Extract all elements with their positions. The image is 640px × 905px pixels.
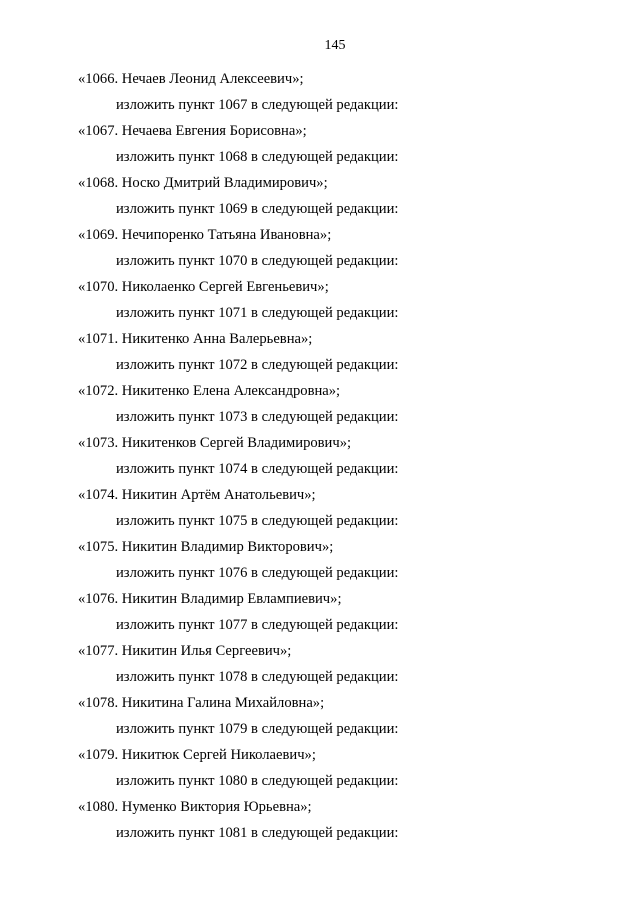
list-entry: «1077. Никитин Илья Сергеевич»; (78, 643, 292, 659)
amendment-instruction: изложить пункт 1081 в следующей редакции: (116, 825, 399, 841)
amendment-instruction: изложить пункт 1076 в следующей редакции: (116, 565, 399, 581)
amendment-instruction: изложить пункт 1067 в следующей редакции: (116, 97, 399, 113)
amendment-instruction: изложить пункт 1077 в следующей редакции: (116, 617, 399, 633)
list-entry: «1076. Никитин Владимир Евлампиевич»; (78, 591, 342, 607)
list-entry: «1070. Николаенко Сергей Евгеньевич»; (78, 279, 329, 295)
list-entry: «1067. Нечаева Евгения Борисовна»; (78, 123, 307, 139)
document-body (0, 66, 640, 846)
list-entry: «1066. Нечаев Леонид Алексеевич»; (78, 71, 304, 87)
amendment-instruction: изложить пункт 1075 в следующей редакции: (116, 513, 399, 529)
amendment-instruction: изложить пункт 1070 в следующей редакции: (116, 253, 399, 269)
list-entry: «1074. Никитин Артём Анатольевич»; (78, 487, 316, 503)
list-entry: «1069. Нечипоренко Татьяна Ивановна»; (78, 227, 332, 243)
amendment-instruction: изложить пункт 1068 в следующей редакции: (116, 149, 399, 165)
list-entry: «1068. Носко Дмитрий Владимирович»; (78, 175, 328, 191)
amendment-instruction: изложить пункт 1074 в следующей редакции: (116, 461, 399, 477)
amendment-instruction: изложить пункт 1078 в следующей редакции: (116, 669, 399, 685)
list-entry: «1078. Никитина Галина Михайловна»; (78, 695, 325, 711)
amendment-instruction: изложить пункт 1079 в следующей редакции: (116, 721, 399, 737)
list-entry: «1080. Нуменко Виктория Юрьевна»; (78, 799, 312, 815)
amendment-instruction: изложить пункт 1073 в следующей редакции: (116, 409, 399, 425)
list-entry: «1073. Никитенков Сергей Владимирович»; (78, 435, 352, 451)
list-entry: «1071. Никитенко Анна Валерьевна»; (78, 331, 313, 347)
list-entry: «1079. Никитюк Сергей Николаевич»; (78, 747, 316, 763)
page-number: 145 (324, 38, 346, 53)
amendment-instruction: изложить пункт 1071 в следующей редакции: (116, 305, 399, 321)
list-entry: «1075. Никитин Владимир Викторович»; (78, 539, 334, 555)
amendment-instruction: изложить пункт 1069 в следующей редакции: (116, 201, 399, 217)
amendment-instruction: изложить пункт 1080 в следующей редакции: (116, 773, 399, 789)
list-entry: «1072. Никитенко Елена Александровна»; (78, 383, 341, 399)
amendment-instruction: изложить пункт 1072 в следующей редакции: (116, 357, 399, 373)
